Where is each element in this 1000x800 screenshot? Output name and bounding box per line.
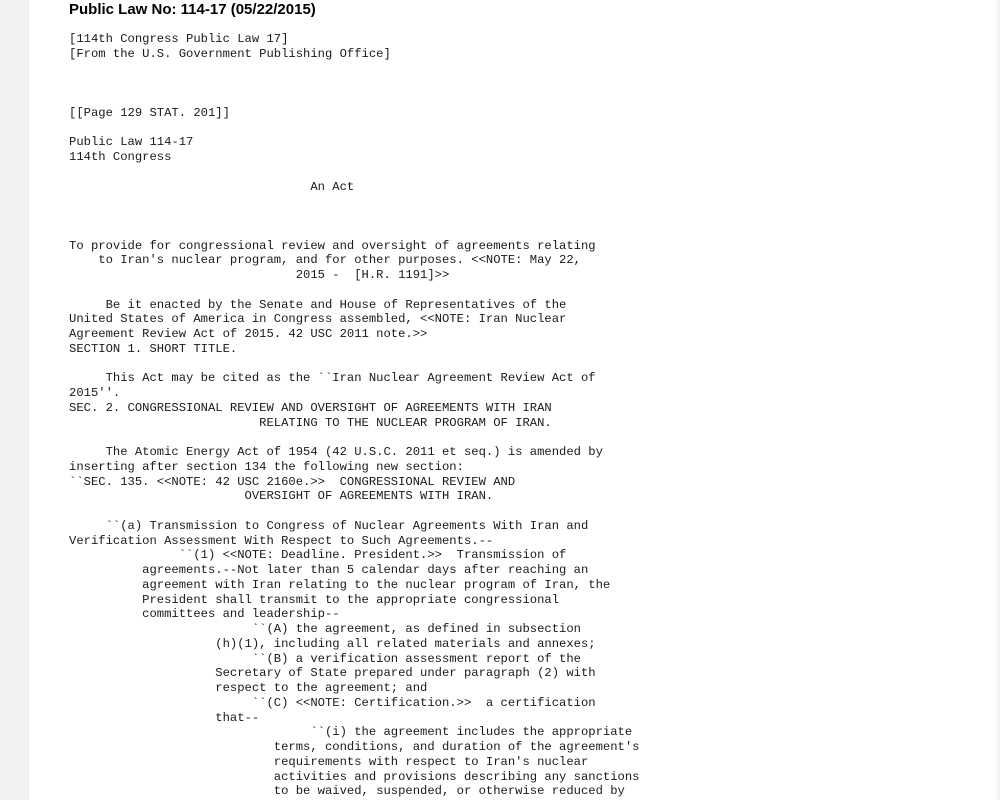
law-text-body: [114th Congress Public Law 17] [From the U.S. Government Publishing Office] [[Page 129 STAT. 201]] Public Law 114-17 114th Congress An Act To provide for congressional review and oversight of agreements relating to Iran's nuclear program, and for other purposes. <<NOTE: May 22, 2015 - [H.R. 1191]>> Be it enacted by the Senate and House of Representatives of the United States of America in Congress assembled, <<NOTE: Iran Nuclear Agreement Review Act of 2015. 42 USC 2011 note.>> SECTION 1. SHORT TITLE. This Act may be cited as the ``Iran Nuclear Agreement Review Act of 2015''. SEC. 2. CONGRESSIONAL REVIEW AND OVERSIGHT OF AGREEMENTS WITH IRAN RELATING TO THE NUCLEAR PROGRAM OF IRAN. The Atomic Energy Act of 1954 (42 U.S.C. 2011 et seq.) is amended by inserting after section 134 the following new section: ``SEC. 135. <<NOTE: 42 USC 2160e.>> CONGRESSIONAL REVIEW AND OVERSIGHT OF AGREEMENTS WITH IRAN. ``(a) Transmission to Congress of Nuclear Agreements With Iran and Verification Assessment With Respect to Such Agreements.-- ``(1) <<NOTE: Deadline. President.>> Transmission of agreements.--Not later than 5 calendar days after reaching an agreement with Iran relating to the nuclear program of Iran, the President shall transmit to the appropriate congressional committees and leadership-- ``(A) the agreement, as defined in subsection (h)(1), including all related materials and annexes; ``(B) a verification assessment report of the Secretary of State prepared under paragraph (2) with respect to the agreement; and ``(C) <<NOTE: Certification.>> a certification that-- ``(i) the agreement includes the appropriate terms, conditions, and duration of the agreement's requirements with respect to Iran's nuclear activities and provisions describing any sanctions to be waived, suspended, or otherwise reduced by [69,32,640,799]
document-page [29,0,997,800]
document-heading: Public Law No: 114-17 (05/22/2015) [69,1,316,18]
left-gutter [0,0,29,800]
